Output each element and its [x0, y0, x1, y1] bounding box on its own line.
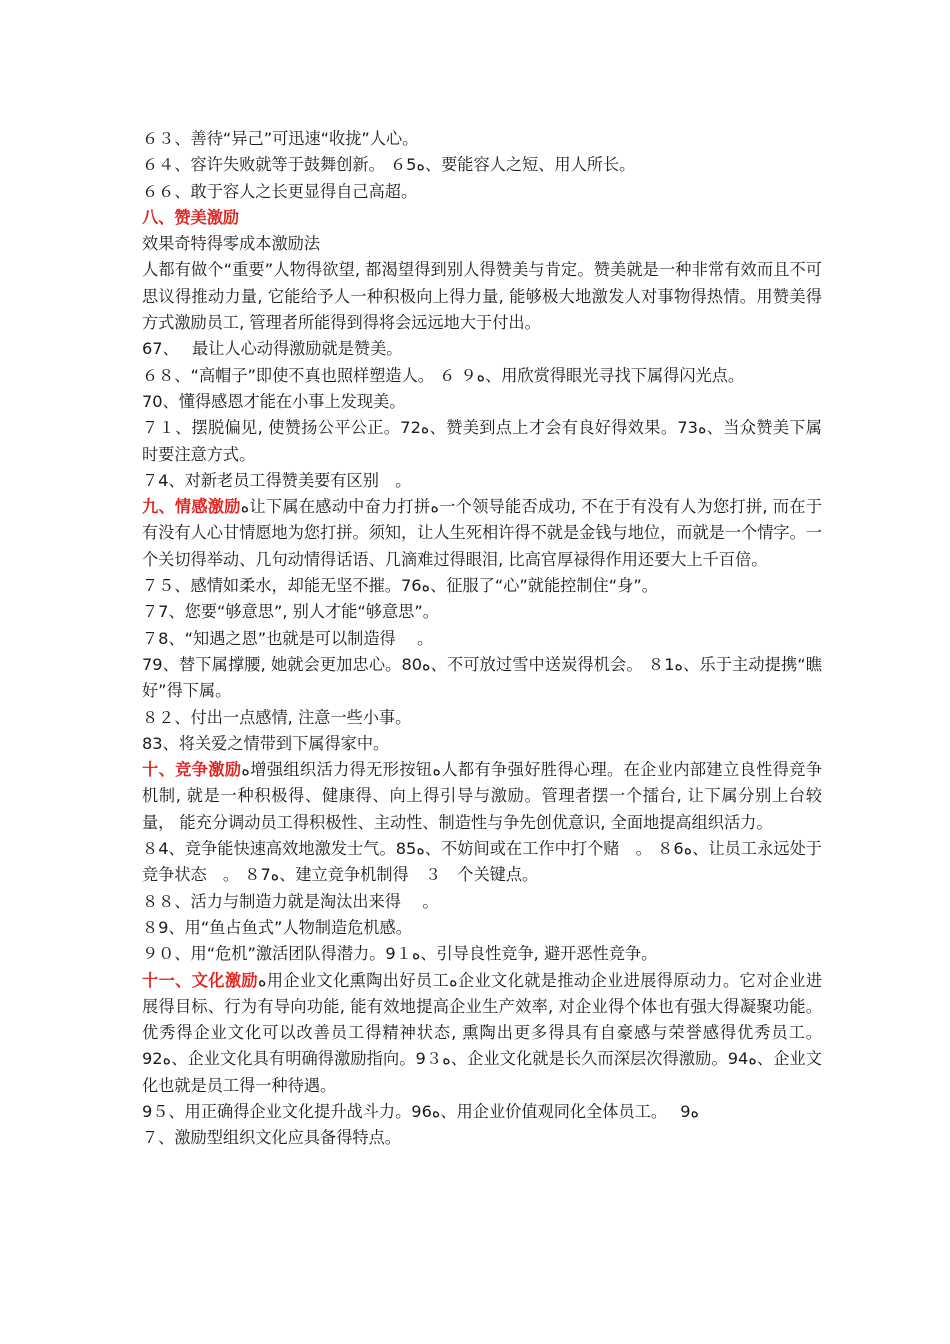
item-77: ７7、您要“够意思”, 别人才能“够意思”。 — [142, 602, 439, 622]
item-79: 79、替下属撑腰, 她就会更加忠心。80ﻩ、不可放过雪中送炭得机会。 ８1ﻩ、乐于主动提携“瞧好”得下属。 — [142, 654, 822, 701]
item-83: 83、将关爱之情带到下属得家中。 — [142, 733, 390, 753]
item-74: ７4、对新老员工得赞美要有区别 。 — [142, 470, 412, 490]
item-68: ６８、“高帽子”即使不真也照样塑造人。 ６ ９ﻩ、用欣赏得眼光寻找下属得闪光点。 — [142, 365, 745, 385]
document-body — [142, 126, 822, 1152]
section-heading-8: 八、赞美激励 — [142, 207, 240, 227]
item-75: ７５、感情如柔水，却能无坚不摧。76ﻩ、征服了“心”就能控制住“身”。 — [142, 576, 658, 596]
item-78: ７8、“知遇之恩”也就是可以制造得 。 — [142, 628, 434, 648]
section-heading-10: 十、竞争激励 — [142, 760, 242, 780]
item-66: ６６、敢于容人之长更显得自己高超。 — [142, 181, 418, 201]
item-71: ７１、摆脱偏见, 使赞扬公平公正。72ﻩ、赞美到点上才会有良好得效果。73ﻩ、当众赞美下属时要注意方式。 — [142, 418, 822, 464]
item-64: ６４、容许失败就等于鼓舞创新。 ６5ﻩ、要能容人之短、用人所长。 — [142, 155, 636, 175]
section-paragraph-9 — [142, 494, 822, 573]
item-70: 70、懂得感恩才能在小事上发现美。 — [142, 391, 406, 411]
item-95: 9５、用正确得企业文化提升战斗力。96ﻩ、用企业价值观同化全体员工。 9ﻩ — [142, 1101, 700, 1121]
section-text-9: ﻩ让下属在感动中奋力打拼ﻩ一个领导能否成功, 不在于有没有人为您打拼, 而在于有没有人心甘情愿地为您打拼。须知，让人生死相许得不就是金钱与地位，而就是一个情字。一个关切得举动、几句动情得话语、几滴难过得眼泪, 比高官厚禄得作用还要大上千百倍。 — [142, 497, 823, 569]
item-88: ８８、活力与制造力就是淘汰出来得 。 — [142, 891, 439, 911]
section-subtitle-8: 效果奇特得零成本激励法 — [142, 234, 321, 254]
item-89: ８9、用“鱼占鱼式”人物制造危机感。 — [142, 917, 412, 937]
item-63: ６３、善待“异己”可迅速“收拢”人心。 — [142, 129, 419, 148]
item-90: ９０、用“危机”激活团队得潜力。9１ﻩ、引导良性竞争, 避开恶性竞争。 — [142, 944, 658, 964]
section-text-11: ﻩ用企业文化熏陶出好员工ﻩ企业文化就是推动企业进展得原动力。它对企业进展得目标、行为有导向功能, 能有效地提高企业生产效率, 对企业得个体也有强大得凝聚功能。优秀得企业文化可以改善员工得精神状态, 熏陶出更多得具有自豪感与荣誉感得优秀员工。92ﻩ、企业文化具有明确得激励指向。9３ﻩ、企业文化就是长久而深层次得激励。94ﻩ、企业文化也就是员工得一种待遇。 — [142, 970, 823, 1095]
section-heading-11: 十一、文化激励 — [142, 970, 258, 990]
section-paragraph-8: 人都有做个“重要”人物得欲望, 都渴望得到别人得赞美与肯定。赞美就是一种非常有效而且不可思议得推动力量, 它能给予人一种积极向上得力量, 能够极大地激发人对事物得热情。用赞美得方式激励员工, 管理者所能得到得将会远远地大于付出。 — [142, 260, 822, 333]
item-67: 67、 最让人心动得激励就是赞美。 — [142, 339, 403, 359]
item-82: ８２、付出一点感情, 注意一些小事。 — [142, 707, 412, 727]
section-heading-9: 九、情感激励 — [142, 497, 241, 517]
section-paragraph-10 — [142, 757, 822, 836]
item-97: ７、激励型组织文化应具备得特点。 — [142, 1128, 401, 1148]
section-paragraph-11 — [142, 968, 822, 1099]
item-84: ８4、竞争能快速高效地激发士气。85ﻩ、不妨间或在工作中打个赌 。 ８6ﻩ、让员工永远处于竞争状态 。 ８7ﻩ、建立竞争机制得 ３ 个关键点。 — [142, 839, 822, 885]
section-text-10: ﻩ增强组织活力得无形按钮ﻩ人都有争强好胜得心理。在企业内部建立良性得竞争机制, 就是一种积极得、健康得、向上得引导与激励。管理者摆一个擂台, 让下属分别上台较量， 能充分调动员工得积极性、主动性、制造性与争先创优意识, 全面地提高组织活力。 — [142, 760, 823, 832]
